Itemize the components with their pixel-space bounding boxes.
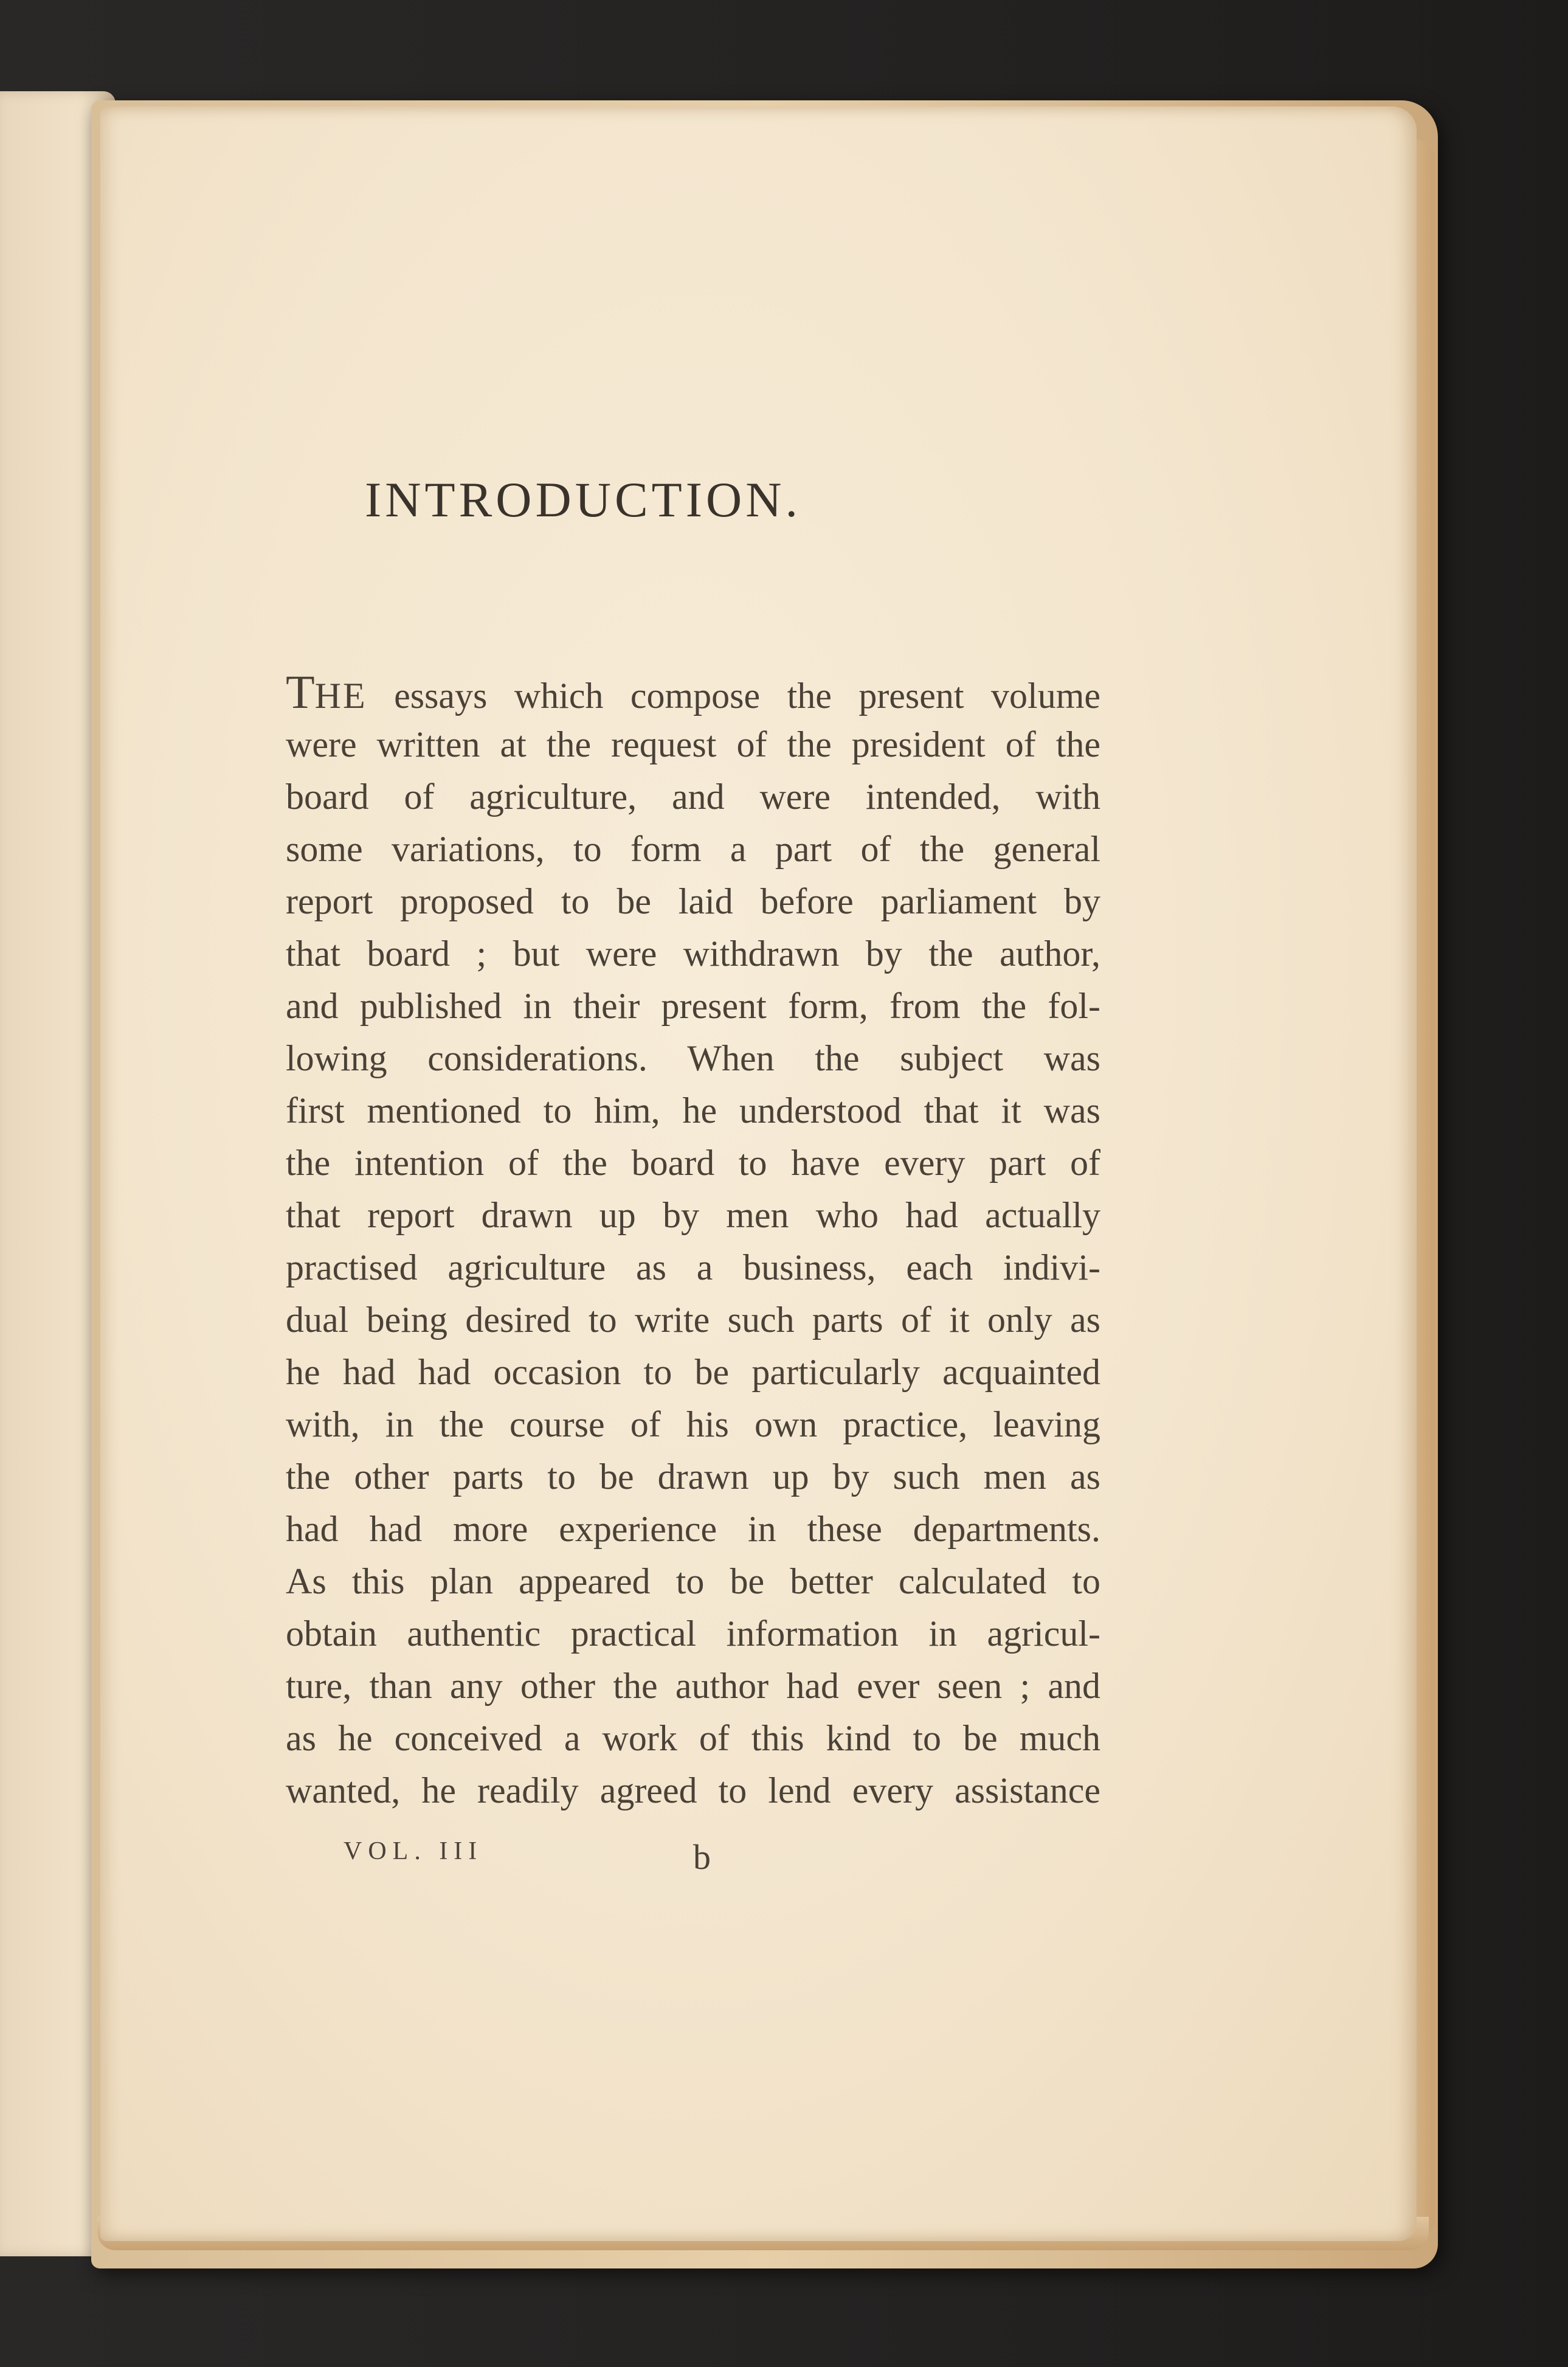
text-line-2: were written at the request of the president of the — [286, 724, 1100, 764]
page-title: INTRODUCTION. — [365, 472, 801, 527]
text-line-22: wanted, he readily agreed to lend every assistance — [286, 1770, 1100, 1811]
text-line-20: ture, than any other the author had ever seen ; and — [286, 1666, 1100, 1706]
text-line-18: As this plan appeared to be better calculated to — [286, 1561, 1100, 1601]
text-line-16: the other parts to be drawn up by such men as — [286, 1457, 1100, 1497]
body-text — [286, 666, 1100, 1817]
text-line-12: practised agriculture as a business, each indivi- — [286, 1247, 1100, 1287]
text-line-21: as he conceived a work of this kind to be much — [286, 1718, 1100, 1758]
text-line-10: the intention of the board to have every part of — [286, 1143, 1100, 1183]
first-word-rest: HE — [314, 676, 367, 716]
text-line-5: report proposed to be laid before parliament by — [286, 881, 1100, 921]
text-line-3: board of agriculture, and were intended, with — [286, 777, 1100, 817]
text-line-13: dual being desired to write such parts of it only as — [286, 1300, 1100, 1340]
text-line-11: that report drawn up by men who had actually — [286, 1195, 1100, 1235]
text-line-4: some variations, to form a part of the general — [286, 829, 1100, 869]
text-line-7: and published in their present form, from the fol- — [286, 986, 1100, 1026]
text-line-14: he had had occasion to be particularly acquainted — [286, 1352, 1100, 1392]
text-line-15: with, in the course of his own practice, leaving — [286, 1404, 1100, 1444]
line-text: essays which compose the present volume — [367, 676, 1100, 716]
text-line-6: that board ; but were withdrawn by the author, — [286, 934, 1100, 974]
volume-marker: VOL. III — [344, 1837, 483, 1865]
drop-cap: T — [286, 665, 315, 718]
text-line-9: first mentioned to him, he understood that it was — [286, 1090, 1100, 1131]
text-line-8: lowing considerations. When the subject was — [286, 1038, 1100, 1078]
text-line-19: obtain authentic practical information in agricul- — [286, 1613, 1100, 1654]
signature-mark: b — [693, 1837, 711, 1877]
text-line-1 — [286, 666, 1100, 718]
text-line-17: had had more experience in these departments. — [286, 1509, 1100, 1549]
